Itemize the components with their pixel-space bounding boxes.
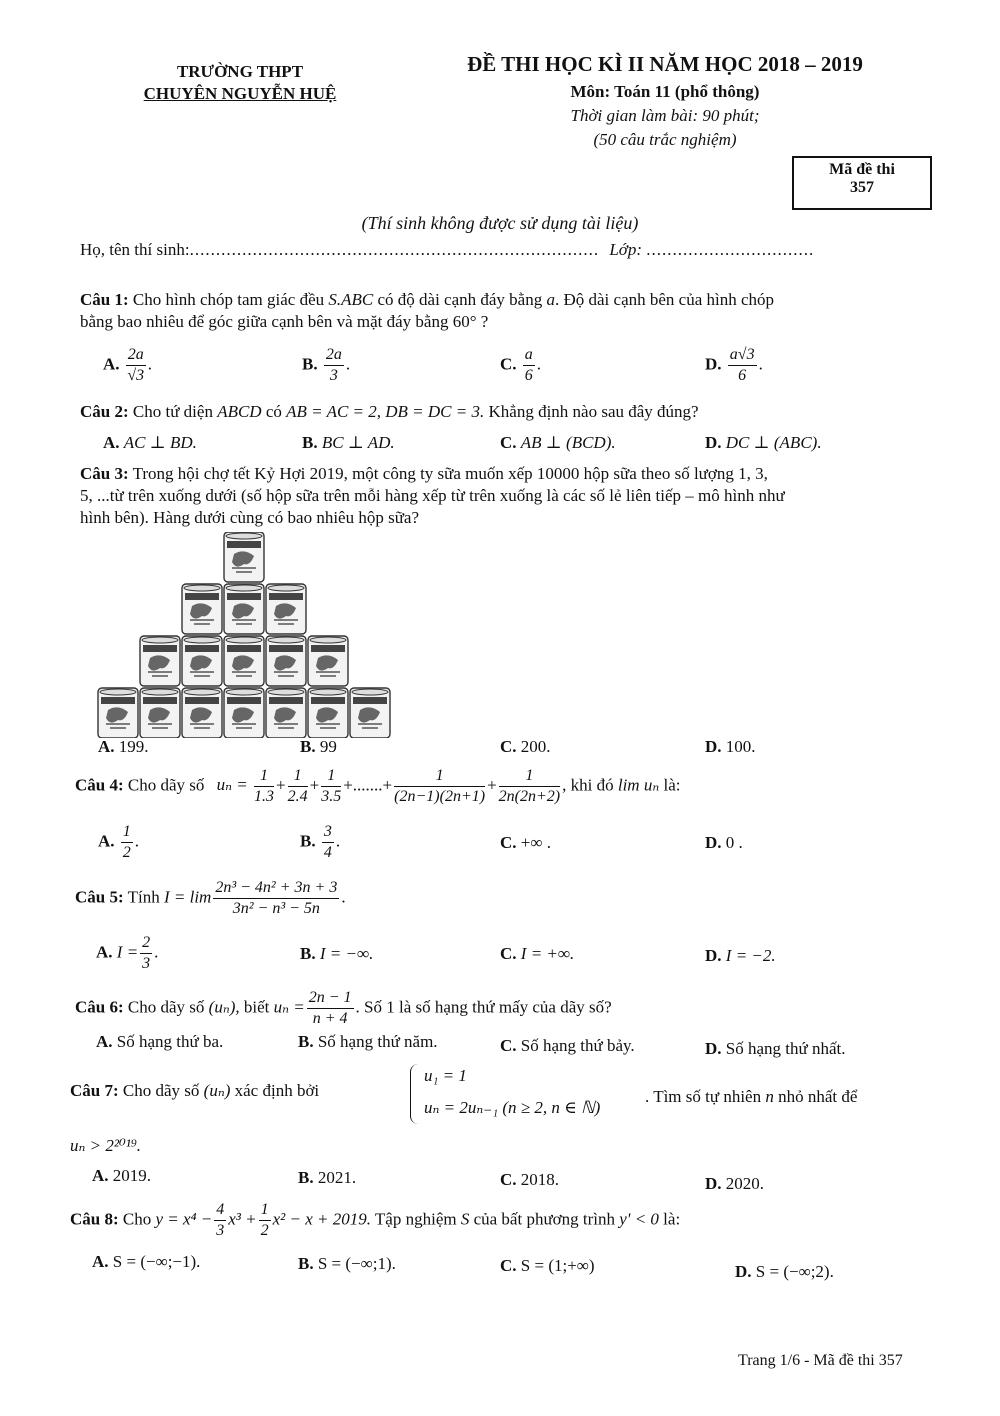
fraction [307, 988, 354, 1029]
q4-option-d[interactable] [705, 833, 743, 853]
option-text: S = (−∞;2). [755, 1262, 834, 1281]
math: n [765, 1087, 774, 1106]
denominator: 2 [260, 1222, 269, 1239]
q6-option-b[interactable] [298, 1032, 438, 1052]
q5-option-d[interactable] [705, 946, 776, 966]
q8-option-c[interactable] [500, 1256, 595, 1276]
math: x³ + [228, 1209, 257, 1229]
math: lim uₙ [617, 775, 660, 795]
q7-option-a[interactable] [92, 1166, 151, 1186]
question-text: Cho dãy số [122, 1081, 200, 1100]
option-letter: B. [300, 831, 316, 851]
milk-can [182, 688, 222, 738]
math: uₙ = [216, 775, 248, 795]
q1-option-b[interactable]: B. $\frac{2a}{3}$ . [302, 346, 351, 384]
numerator: 2a [324, 345, 344, 366]
question-text: Cho hình chóp tam giác đều [132, 290, 325, 309]
option-letter: A. [103, 433, 120, 452]
q5-option-a[interactable]: A. I = $\frac{2}{3}$ . [96, 934, 159, 972]
milk-can [182, 584, 222, 634]
option-letter: C. [500, 944, 517, 963]
option-letter: A. [98, 831, 115, 851]
question-text: . Độ dài cạnh bên của hình chóp [554, 290, 775, 309]
option-letter: D. [705, 1039, 722, 1058]
question-text: Cho dãy số [127, 997, 205, 1017]
option-letter: C. [500, 1036, 517, 1055]
class-field[interactable]: ................................ [646, 240, 815, 259]
numerator: 1 [499, 766, 560, 787]
numerator: 1 [254, 766, 274, 787]
milk-can [266, 636, 306, 686]
numerator: 2a [126, 345, 146, 366]
q8-option-b[interactable] [298, 1254, 396, 1274]
q2-option-a[interactable] [103, 433, 197, 453]
notice: (Thí sinh không được sử dụng tài liệu) [361, 213, 639, 233]
milk-can [308, 636, 348, 686]
option-letter: C. [500, 354, 517, 374]
numerator: a√3 [728, 345, 757, 366]
fraction [321, 766, 341, 807]
question-text: . Tìm số tự nhiên [645, 1087, 762, 1106]
math: a [546, 290, 555, 309]
system-line-1: u₁ = 1 [424, 1066, 467, 1085]
option-text: 200. [520, 737, 551, 756]
question-text: . Số 1 là số hạng thứ mấy của dãy số? [355, 997, 612, 1017]
question-label: Câu 5: [75, 887, 124, 907]
fraction [140, 933, 152, 974]
option-letter: A. [96, 1032, 113, 1051]
denominator: n + 4 [312, 1010, 348, 1027]
question-3 [80, 463, 940, 529]
question-text: nhỏ nhất để [778, 1087, 858, 1106]
question-text: xác định bởi [234, 1081, 320, 1100]
denominator: √3 [127, 367, 145, 384]
q2-option-b[interactable] [302, 433, 395, 453]
numerator: 2n − 1 [307, 988, 354, 1009]
option-text: S = (−∞;−1). [112, 1252, 201, 1271]
math: I = lim [163, 887, 212, 907]
fraction [121, 822, 133, 863]
option-letter: A. [103, 354, 120, 374]
math: uₙ = [273, 997, 305, 1017]
q3-option-a[interactable] [98, 737, 149, 757]
option-text: Số hạng thứ ba. [116, 1032, 224, 1051]
page-footer: Trang 1/6 - Mã đề thi 357 [738, 1352, 903, 1369]
fraction [394, 766, 485, 807]
milk-can [140, 636, 180, 686]
question-5: Câu 5: Tính I = lim $\frac{\text{2n³ − 4n² + 3n + 3}}{\text{3n² − n³ − 5n}}$ . [75, 879, 346, 917]
subject: Môn: Toán 11 (phổ thông) [570, 82, 760, 101]
option-text: I = +∞. [520, 944, 575, 963]
fraction [214, 1200, 226, 1241]
q5-option-b[interactable] [300, 944, 373, 964]
q6-option-d[interactable] [705, 1039, 846, 1059]
question-text: Trong hội chợ tết Kỷ Hợi 2019, một công ty sữa muốn xếp 10000 hộp sữa theo số lượng 1, 3, [132, 464, 768, 483]
denominator: 4 [323, 844, 332, 861]
option-letter: D. [705, 833, 722, 852]
question-text: của bất phương trình [473, 1209, 616, 1229]
math: y = x⁴ − [155, 1209, 213, 1229]
numerator: 1 [121, 822, 133, 843]
system-line-2: uₙ = 2uₙ₋₁ (n ≥ 2, n ∈ ℕ) [424, 1098, 601, 1117]
math: x² − x + 2019. [272, 1209, 371, 1229]
numerator: 1 [394, 766, 485, 787]
numerator: 3 [322, 822, 334, 843]
milk-can [308, 688, 348, 738]
q4-option-b[interactable]: B. $\frac{3}{4}$ . [300, 823, 341, 861]
denominator: 3n² − n³ − 5n [232, 900, 320, 917]
option-text: S = (1;+∞) [520, 1256, 595, 1275]
denominator: 1.3 [254, 788, 275, 805]
q1-option-a[interactable]: A. $\frac{2a}{√3}$ . [103, 346, 153, 384]
fraction [523, 345, 535, 386]
option-letter: D. [735, 1262, 752, 1281]
option-letter: B. [298, 1032, 314, 1051]
denominator: 3 [329, 367, 338, 384]
option-text: Số hạng thứ nhất. [725, 1039, 846, 1058]
question-text: , khi đó [562, 775, 614, 795]
option-letter: D. [705, 946, 722, 965]
math: (uₙ) [203, 1081, 231, 1100]
fraction [324, 345, 344, 386]
numerator: 2 [140, 933, 152, 954]
numerator: 1 [321, 766, 341, 787]
math: ABCD [217, 402, 262, 421]
option-letter: B. [298, 1168, 314, 1187]
option-letter: B. [300, 944, 316, 963]
math: I = [116, 942, 139, 962]
name-label: Họ, tên thí sinh: [80, 240, 190, 259]
denominator: 6 [738, 367, 747, 384]
q4-option-a[interactable]: A. $\frac{1}{2}$ . [98, 823, 140, 861]
question-7-condition: uₙ > 2²⁰¹⁹. [70, 1136, 142, 1155]
question-7-intro [70, 1080, 410, 1102]
option-text: 2021. [317, 1168, 357, 1187]
question-text: là: [663, 1209, 681, 1229]
option-text: 2019. [112, 1166, 152, 1185]
question-label: Câu 3: [80, 464, 129, 483]
q7-option-d[interactable] [705, 1174, 764, 1194]
denominator: (2n−1)(2n+1) [394, 788, 486, 805]
option-text: 100. [725, 737, 756, 756]
question-text: Khẳng định nào sau đây đúng? [488, 402, 699, 421]
q2-option-d[interactable] [705, 433, 822, 453]
option-text: S = (−∞;1). [317, 1254, 396, 1273]
option-letter: C. [500, 737, 517, 756]
q1-option-c[interactable]: C. $\frac{a}{6}$ . [500, 346, 542, 384]
option-letter: C. [500, 1170, 517, 1189]
question-label: Câu 7: [70, 1081, 119, 1100]
system-brace [410, 1064, 419, 1124]
option-text: 2018. [520, 1170, 560, 1189]
question-text: Cho tứ diện [132, 402, 213, 421]
denominator: 2.4 [287, 788, 308, 805]
option-text: AB ⊥ (BCD). [520, 433, 616, 452]
q3-option-d[interactable] [705, 737, 756, 757]
option-text: 199. [118, 737, 149, 756]
option-text: Số hạng thứ năm. [317, 1032, 438, 1051]
fraction [322, 822, 334, 863]
option-letter: D. [705, 737, 722, 756]
numerator: a [523, 345, 535, 366]
option-text: Số hạng thứ bảy. [520, 1036, 635, 1055]
exam-time: Thời gian làm bài: 90 phút; [570, 106, 760, 125]
fraction [288, 766, 308, 807]
math: AB = AC = 2, DB = DC = 3. [286, 402, 485, 421]
denominator: 2 [122, 844, 131, 861]
question-label: Câu 8: [70, 1209, 119, 1229]
numerator: 4 [214, 1200, 226, 1221]
question-8 [70, 1200, 680, 1241]
question-text: Tập nghiệm [374, 1209, 457, 1229]
math: S.ABC [328, 290, 374, 309]
option-text: 99 [319, 737, 337, 756]
option-letter: D. [705, 354, 722, 374]
exam-title: ĐỀ THI HỌC KÌ II NĂM HỌC 2018 – 2019 [467, 52, 863, 76]
class-label: Lớp: [609, 240, 643, 259]
name-field[interactable]: .............................................................................. [189, 240, 600, 259]
question-label: Câu 4: [75, 775, 124, 795]
option-text: BC ⊥ AD. [321, 433, 395, 452]
q8-option-a[interactable] [92, 1252, 200, 1272]
q4-option-c[interactable] [500, 833, 551, 853]
question-4: Câu 4: Cho dãy số uₙ = $\frac{1}{1.3}$ + $\frac{1}{2.4}$ + $\frac{1}{3.5}$ +.......+ $\frac{1}{(2n-1)(2n+1)}$ + $\frac{1}{2n(2n+2)}$ , khi đó lim uₙ là: [75, 767, 681, 805]
option-letter: B. [302, 354, 318, 374]
question-text: có độ dài cạnh đáy bằng [377, 290, 543, 309]
exam-code-value: 357 [850, 179, 874, 196]
milk-can [266, 584, 306, 634]
question-text: có [265, 402, 282, 421]
question-6 [75, 988, 612, 1029]
option-text: I = −2. [725, 946, 776, 965]
option-text: +∞ . [520, 833, 551, 852]
math: (uₙ), [208, 997, 240, 1017]
option-text: AC ⊥ BD. [123, 433, 197, 452]
exam-code-label: Mã đề thi [829, 161, 895, 178]
question-text: 5, ...từ trên xuống dưới (số hộp sữa trên mỗi hàng xếp từ trên xuống là các số lẻ liên tiếp – mô hình như [80, 486, 785, 505]
option-letter: D. [705, 1174, 722, 1193]
numerator: 1 [288, 766, 308, 787]
option-letter: B. [300, 737, 316, 756]
q7-option-c[interactable] [500, 1170, 559, 1190]
denominator: 3 [216, 1222, 225, 1239]
fraction [213, 878, 339, 919]
option-letter: C. [500, 833, 517, 852]
math: y' < 0 [619, 1209, 659, 1229]
option-letter: C. [500, 1256, 517, 1275]
question-text: Cho dãy số [127, 775, 205, 795]
denominator: 6 [524, 367, 533, 384]
question-text: Tính [127, 887, 160, 907]
question-count: (50 câu trắc nghiệm) [593, 130, 737, 149]
question-label: Câu 2: [80, 402, 129, 421]
option-text: DC ⊥ (ABC). [725, 433, 822, 452]
q6-option-a[interactable] [96, 1032, 223, 1052]
option-letter: C. [500, 433, 517, 452]
fraction [728, 345, 757, 386]
q1-option-d[interactable]: D. $\frac{a√3}{6}$ . [705, 346, 763, 384]
fraction [259, 1200, 271, 1241]
option-text: 0 . [725, 833, 743, 852]
question-label: Câu 1: [80, 290, 129, 309]
question-2 [80, 401, 940, 423]
math: S [460, 1209, 470, 1229]
numerator: 1 [259, 1200, 271, 1221]
question-text: hình bên). Hàng dưới cùng có bao nhiêu hộp sữa? [80, 508, 420, 527]
candidate-info [80, 240, 814, 260]
fraction [254, 766, 274, 807]
option-text: I = −∞. [319, 944, 374, 963]
q6-option-c[interactable] [500, 1036, 635, 1056]
school-name-line2: CHUYÊN NGUYỄN HUỆ [143, 84, 337, 103]
option-letter: A. [92, 1252, 109, 1271]
denominator: 2n(2n+2) [498, 788, 561, 805]
question-text: biết [243, 997, 270, 1017]
numerator: 2n³ − 4n² + 3n + 3 [213, 878, 339, 899]
option-letter: A. [96, 942, 113, 962]
q8-option-d[interactable] [735, 1262, 834, 1282]
milk-can [224, 636, 264, 686]
milk-can [224, 532, 264, 582]
option-letter: D. [705, 433, 722, 452]
milk-can [182, 636, 222, 686]
option-letter: A. [98, 737, 115, 756]
fraction [126, 345, 146, 386]
milk-can [266, 688, 306, 738]
question-label: Câu 6: [75, 997, 124, 1017]
math: +.......+ [343, 775, 393, 795]
q2-option-c[interactable] [500, 433, 616, 453]
milk-can [350, 688, 390, 738]
option-letter: B. [302, 433, 318, 452]
denominator: 3 [142, 955, 151, 972]
q3-option-b[interactable] [300, 737, 337, 757]
question-text: bằng bao nhiêu để góc giữa cạnh bên và mặt đáy bằng 60° ? [80, 312, 489, 331]
option-letter: A. [92, 1166, 109, 1185]
milk-can [98, 688, 138, 738]
q3-option-c[interactable] [500, 737, 551, 757]
option-text: 2020. [725, 1174, 765, 1193]
denominator: 3.5 [321, 788, 342, 805]
q7-option-b[interactable] [298, 1168, 356, 1188]
option-letter: B. [298, 1254, 314, 1273]
question-text: là: [663, 775, 681, 795]
milk-can-pyramid-image [95, 532, 395, 738]
school-name-line1: TRƯỜNG THPT [176, 62, 304, 81]
question-text: Cho [122, 1209, 152, 1229]
milk-can [224, 584, 264, 634]
question-1 [80, 289, 940, 333]
fraction [499, 766, 560, 807]
q5-option-c[interactable] [500, 944, 574, 964]
exam-code-box [792, 156, 932, 210]
milk-can [140, 688, 180, 738]
question-7-rest [645, 1086, 857, 1108]
milk-can [224, 688, 264, 738]
